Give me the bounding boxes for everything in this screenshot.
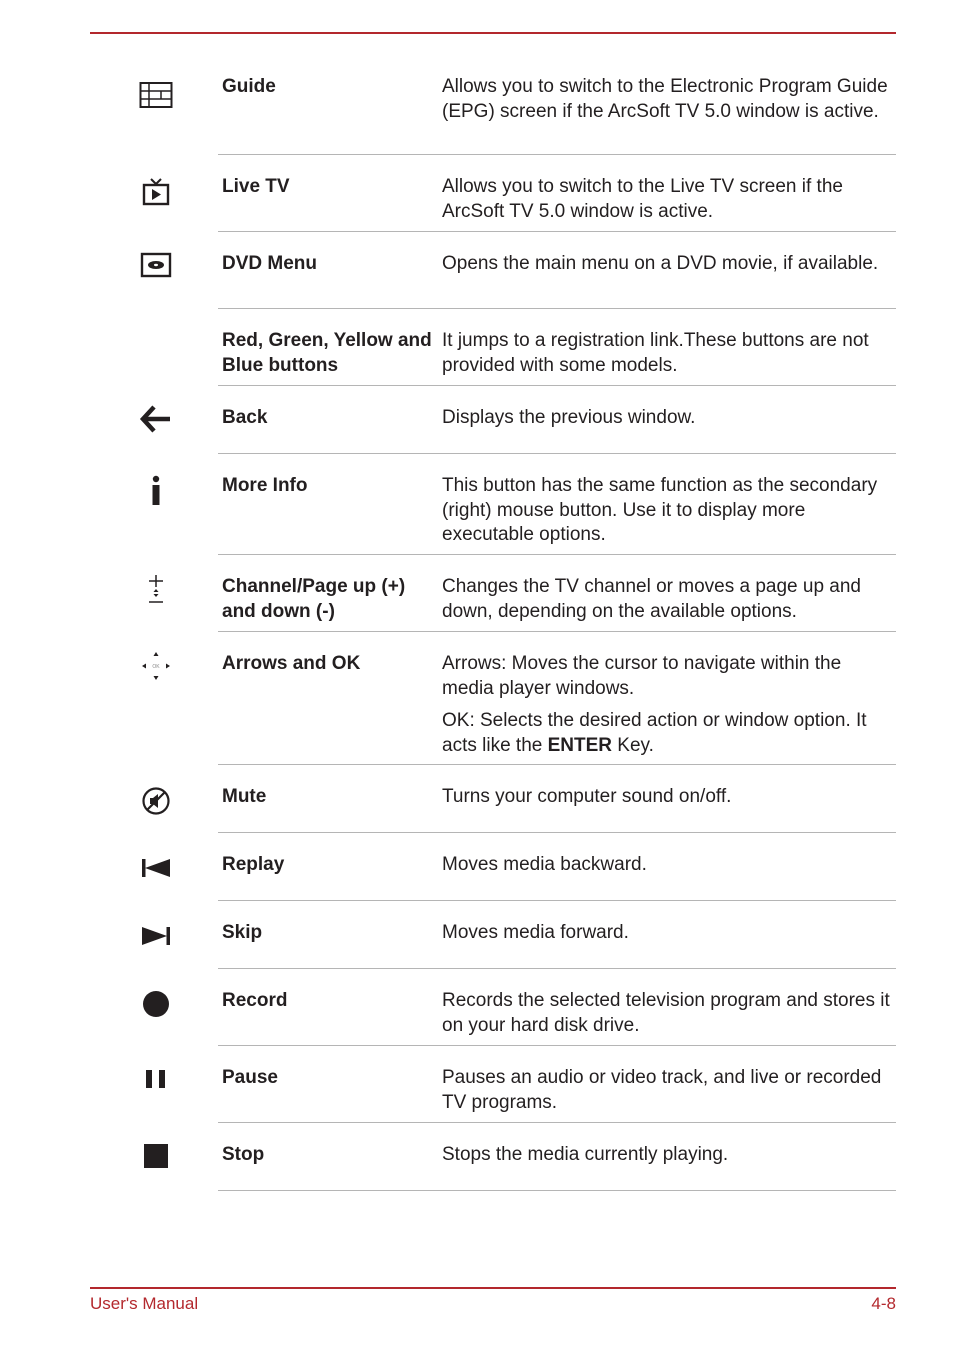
button-name: Skip [222, 922, 263, 943]
button-description: Allows you to switch to the Electronic Program Guide (EPG) screen if the ArcSoft TV 5.0 window is active. [442, 76, 888, 122]
button-name: Guide [222, 76, 276, 97]
button-name: Back [222, 407, 268, 428]
button-description: Opens the main menu on a DVD movie, if available. [442, 253, 879, 274]
button-description: Stops the media currently playing. [442, 1144, 729, 1165]
button-name: Mute [222, 786, 267, 807]
table-row [0, 632, 954, 765]
button-description: Moves media backward. [442, 854, 647, 875]
button-name: Red, Green, Yellow and Blue buttons [222, 330, 432, 376]
replay-icon [139, 851, 173, 885]
guide-grid-icon [139, 79, 173, 113]
button-description: Records the selected television program and stores it on your hard disk drive. [442, 990, 890, 1036]
channel-up-down-icon [139, 573, 173, 607]
button-description: It jumps to a registration link.These buttons are not provided with some models. [442, 330, 869, 376]
button-description: Displays the previous window. [442, 407, 696, 428]
row-divider [218, 1190, 896, 1191]
remote-buttons-table [0, 60, 954, 1191]
page-number: 4-8 [871, 1294, 896, 1313]
footer-rule [90, 1287, 896, 1289]
button-description: Turns your computer sound on/off. [442, 786, 732, 807]
button-name: Replay [222, 854, 285, 875]
table-row [0, 1046, 954, 1123]
arrows-ok-icon [139, 649, 173, 683]
table-row [0, 555, 954, 632]
button-name: Record [222, 990, 288, 1011]
table-row [0, 155, 954, 232]
button-description: This button has the same function as the secondary (right) mouse button. Use it to display more executable options. [442, 475, 878, 545]
live-tv-icon [139, 175, 173, 209]
table-row [0, 901, 954, 969]
button-name: DVD Menu [222, 253, 317, 274]
back-arrow-icon [139, 402, 173, 436]
table-row [0, 833, 954, 901]
mute-icon [139, 784, 173, 818]
header-rule [90, 32, 896, 34]
stop-icon [139, 1139, 173, 1173]
dvd-menu-icon [139, 248, 173, 282]
table-row [0, 309, 954, 386]
button-description: Moves media forward. [442, 922, 629, 943]
skip-icon [139, 919, 173, 953]
button-description: Changes the TV channel or moves a page up and down, depending on the available options. [442, 576, 861, 622]
table-row [0, 1123, 954, 1191]
footer-title: User's Manual [90, 1294, 199, 1313]
button-description: Allows you to switch to the Live TV screen if the ArcSoft TV 5.0 window is active. [442, 176, 843, 222]
table-row [0, 386, 954, 454]
button-name: Channel/Page up (+) and down (-) [222, 576, 406, 622]
table-row [0, 765, 954, 833]
record-icon [139, 987, 173, 1021]
table-row [0, 60, 954, 155]
button-description: Arrows: Moves the cursor to navigate within the media player windows. OK: Selects the desired action or window option. It acts like the ENTER Key. [442, 653, 867, 756]
button-name: More Info [222, 475, 308, 496]
button-description: Pauses an audio or video track, and live or recorded TV programs. [442, 1067, 882, 1113]
table-row [0, 232, 954, 309]
pause-icon [139, 1062, 173, 1096]
table-row [0, 969, 954, 1046]
info-icon [139, 474, 173, 508]
button-name: Arrows and OK [222, 653, 361, 674]
svg-text:OK: OK [152, 664, 160, 670]
button-name: Stop [222, 1144, 265, 1165]
table-row [0, 454, 954, 555]
button-name: Pause [222, 1067, 278, 1088]
button-name: Live TV [222, 176, 290, 197]
